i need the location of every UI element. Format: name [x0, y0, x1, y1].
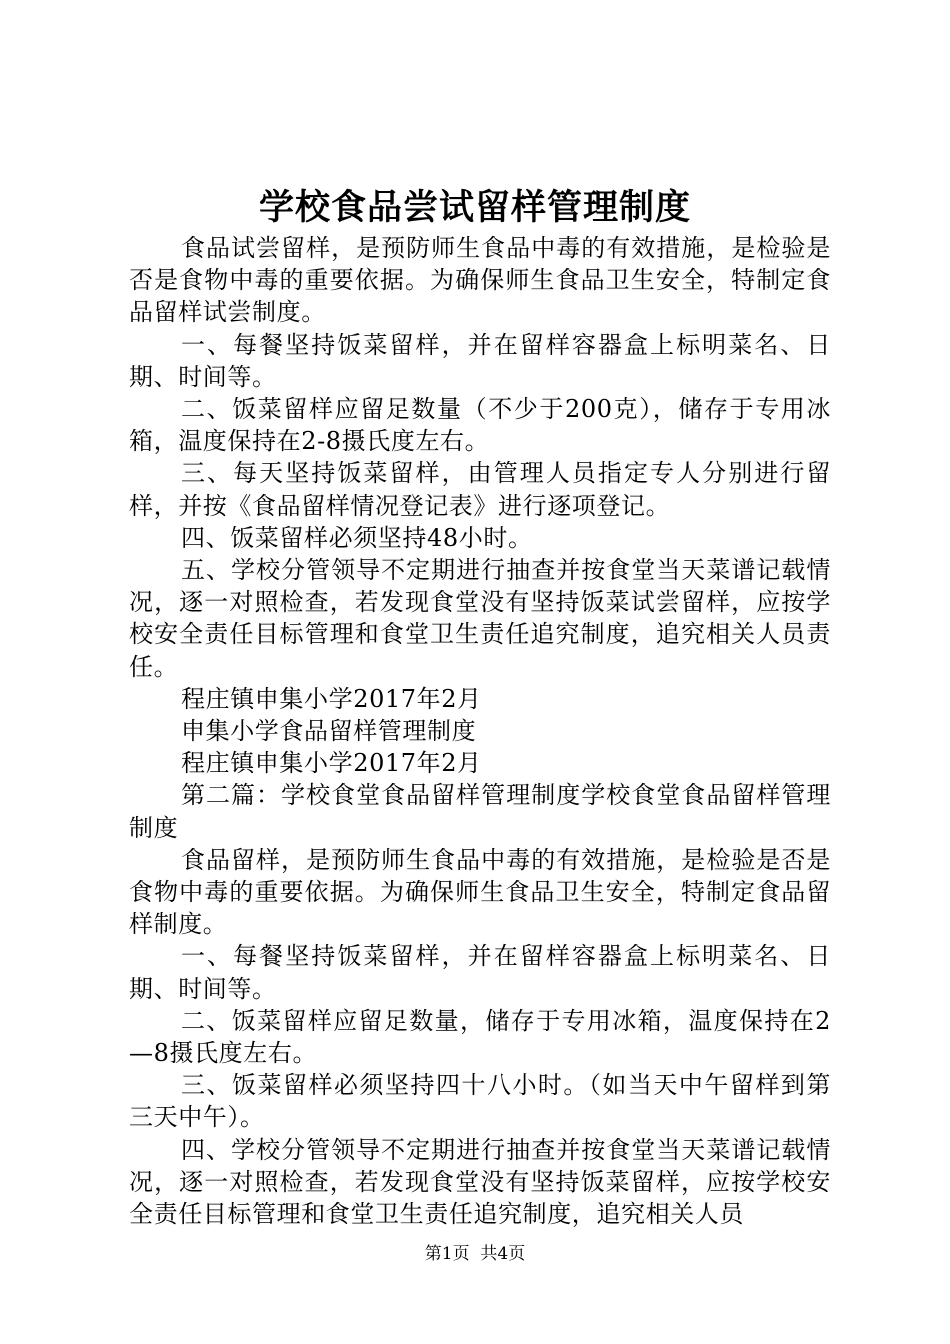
paragraph-rule-3: 三、每天坚持饭菜留样，由管理人员指定专人分别进行留样，并按《食品留样情况登记表》进行逐项登记。 [129, 459, 831, 520]
signature-line-2: 程庄镇申集小学2017年2月 [181, 749, 482, 778]
page-footer [0, 1242, 950, 1266]
paragraph-rule-2-1: 一、每餐坚持饭菜留样，并在留样容器盒上标明菜名、日期、时间等。 [129, 942, 831, 1003]
signature-line: 程庄镇申集小学2017年2月 [181, 684, 482, 713]
subtitle-line: 申集小学食品留样管理制度 [181, 717, 477, 746]
paragraph-intro-2: 食品留样，是预防师生食品中毒的有效措施，是检验是否是食物中毒的重要依据。为确保师生食品卫生安全，特制定食品留样制度。 [129, 845, 831, 939]
paragraph-rule-4: 四、饭菜留样必须坚持48小时。 [181, 523, 533, 552]
document-title: 学校食品尝试留样管理制度 [258, 188, 691, 228]
paragraph-rule-2-2: 二、饭菜留样应留足数量，储存于专用冰箱，温度保持在2—8摄氏度左右。 [129, 1006, 831, 1068]
paragraph-intro: 食品试尝留样，是预防师生食品中毒的有效措施，是检验是否是食物中毒的重要依据。为确保师生食品卫生安全，特制定食品留样试尝制度。 [129, 234, 831, 327]
paragraph-rule-2-3: 三、饭菜留样必须坚持四十八小时。（如当天中午留样到第三天中午）。 [129, 1071, 831, 1132]
section-heading: 第二篇：学校食堂食品留样管理制度学校食堂食品留样管理制度 [129, 781, 831, 842]
document-body [129, 232, 831, 1230]
paragraph-rule-1: 一、每餐坚持饭菜留样，并在留样容器盒上标明菜名、日期、时间等。 [129, 330, 831, 391]
paragraph-rule-2-4: 四、学校分管领导不定期进行抽查并按食堂当天菜谱记载情况，逐一对照检查，若发现食堂没有坚持饭菜留样，应按学校安全责任目标管理和食堂卫生责任追究制度，追究相关人员 [129, 1135, 831, 1229]
page-number: 第1页 共4页 [424, 1244, 526, 1264]
paragraph-rule-5: 五、学校分管领导不定期进行抽查并按食堂当天菜谱记载情况，逐一对照检查，若发现食堂没有坚持饭菜试尝留样，应按学校安全责任目标管理和食堂卫生责任追究制度，追究相关人员责任。 [129, 556, 831, 681]
paragraph-rule-2: 二、饭菜留样应留足数量（不少于200克），储存于专用冰箱，温度保持在2-8摄氏度左右。 [129, 395, 831, 456]
